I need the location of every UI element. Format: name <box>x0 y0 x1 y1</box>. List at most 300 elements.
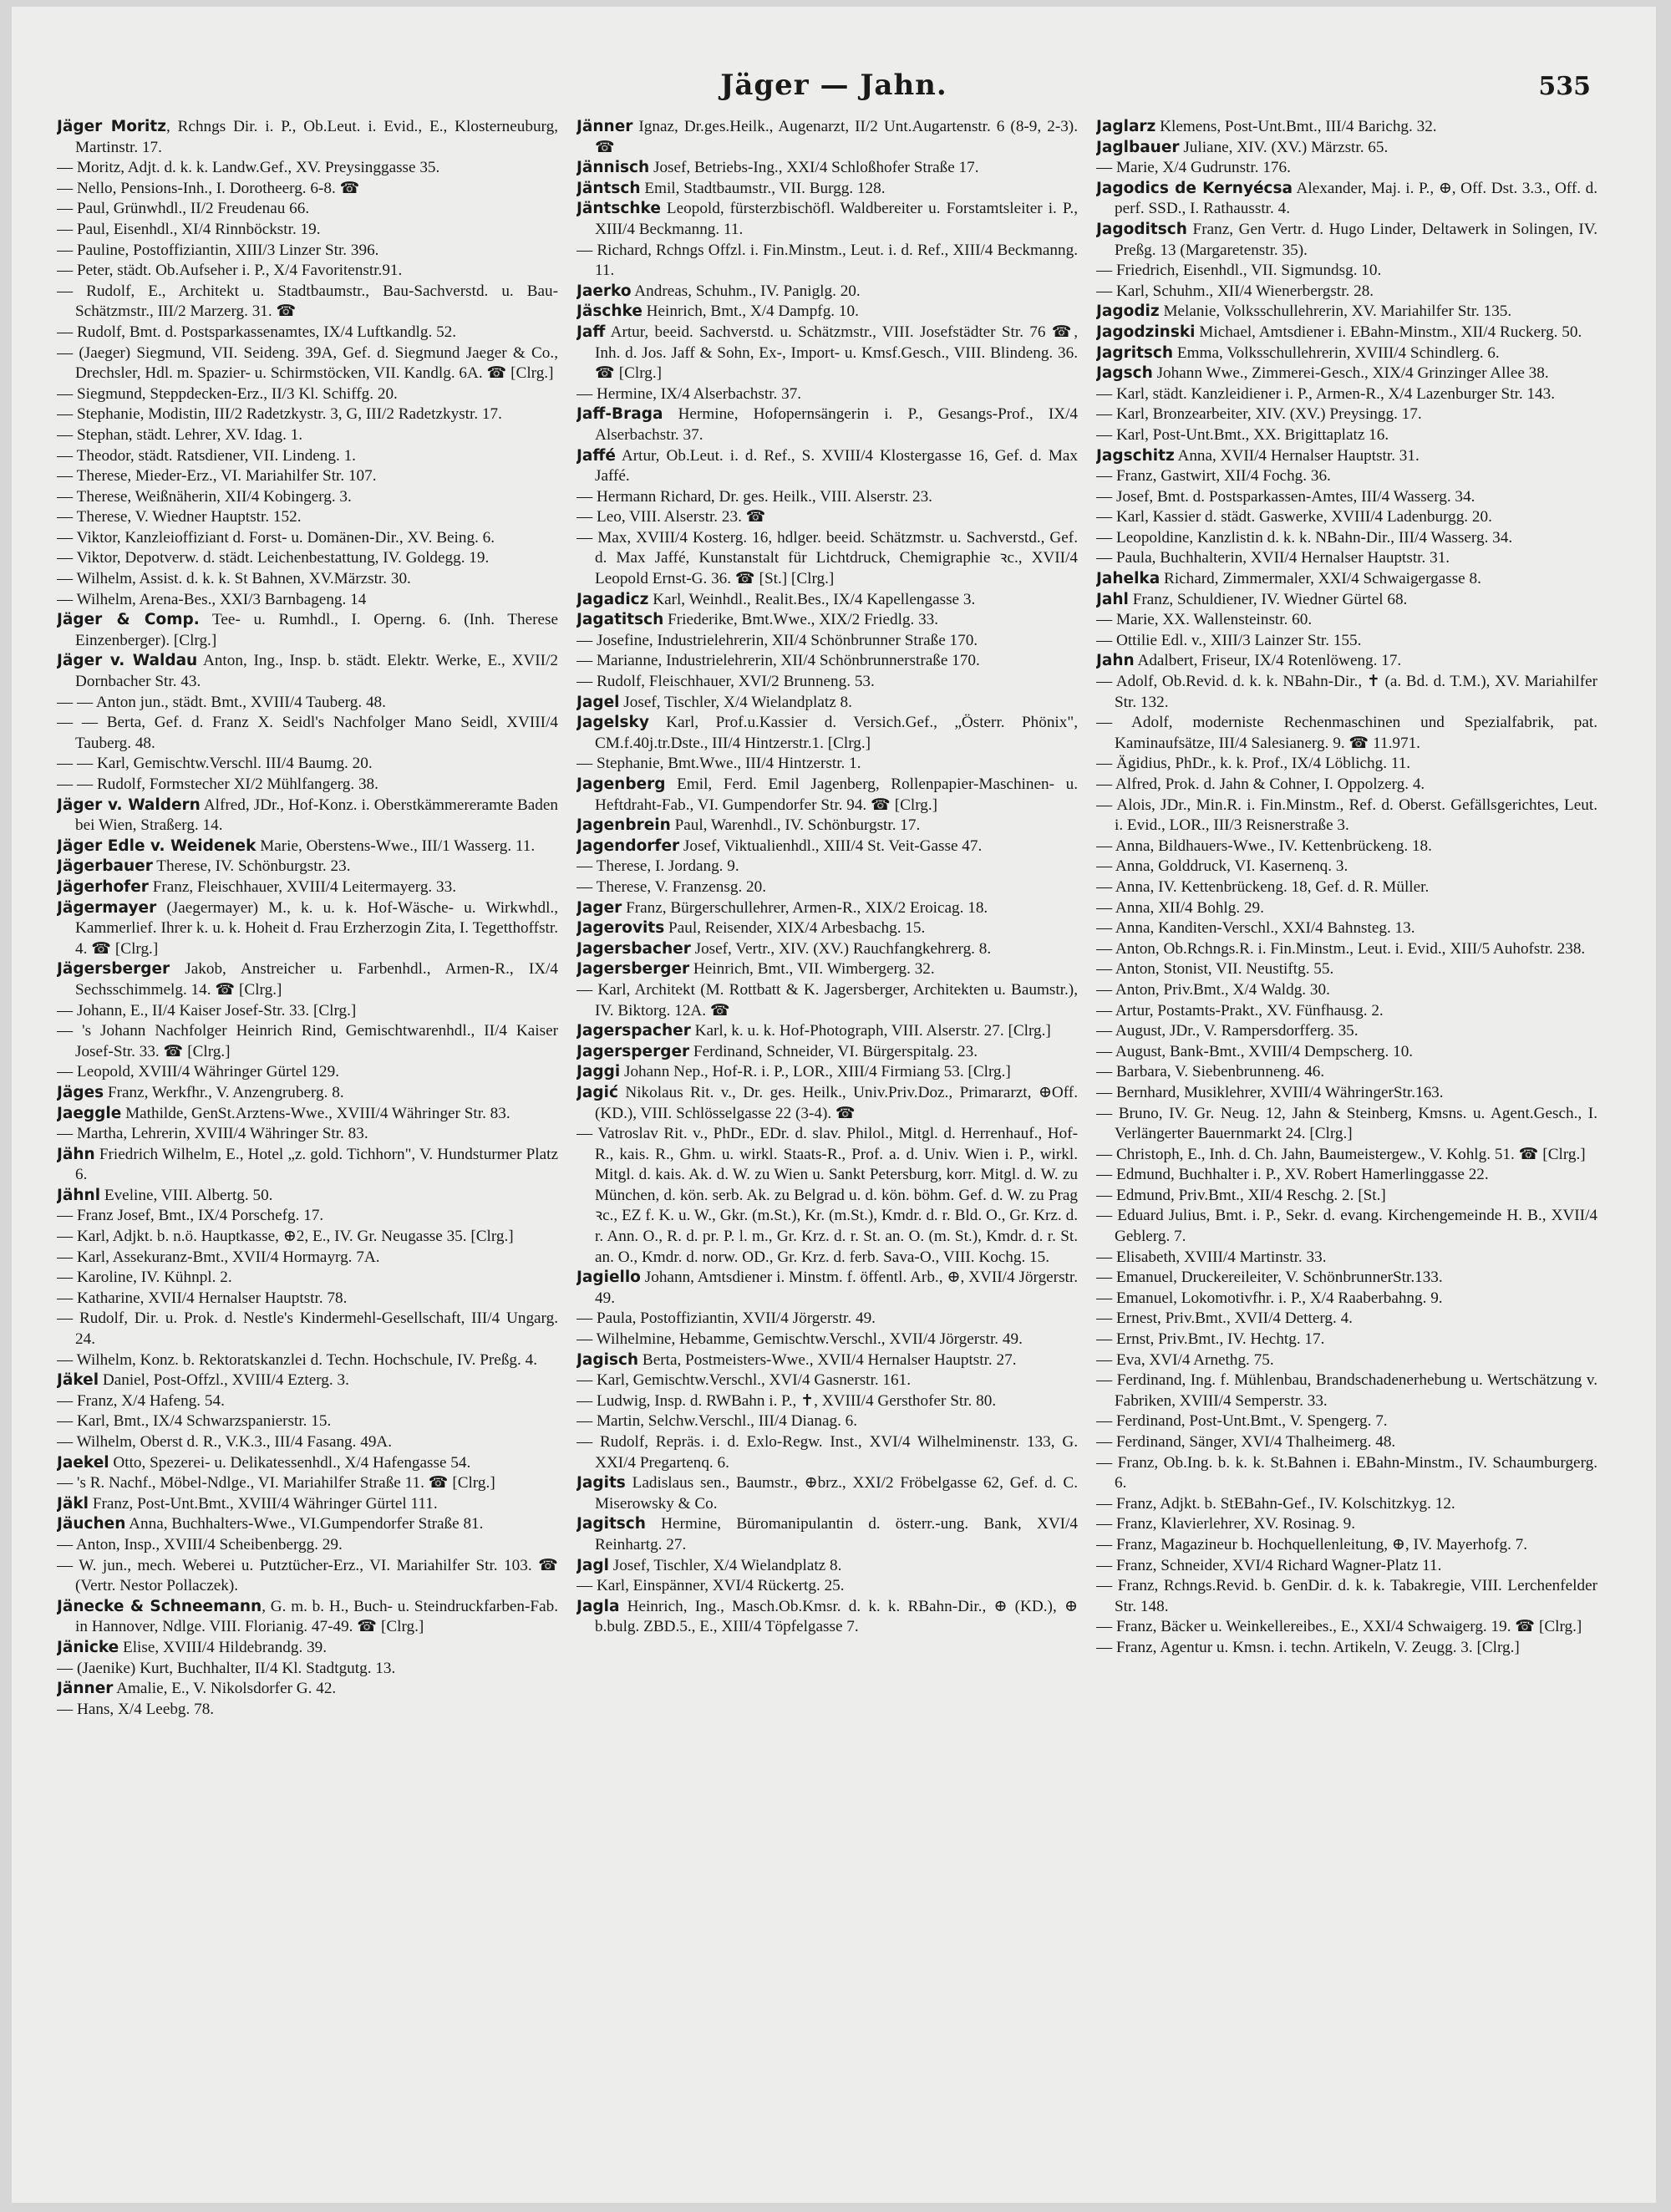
directory-page <box>12 7 1656 2203</box>
directory-entry <box>576 857 1078 877</box>
entry-text: Adalbert, Friseur, IX/4 Rotenlöweng. 17. <box>1134 652 1402 670</box>
entry-text: — Alfred, Prok. d. Jahn & Cohner, I. Oppolzerg. 4. <box>1096 775 1425 793</box>
page-header <box>12 69 1656 112</box>
entry-headword: Jagerspacher <box>576 1022 691 1040</box>
directory-entry <box>576 836 1078 857</box>
entry-headword: Jagl <box>576 1556 609 1574</box>
entry-headword: Jäges <box>57 1083 104 1101</box>
entry-text: Franz, Schuldiener, IV. Wiedner Gürtel 68. <box>1128 590 1408 608</box>
entry-text: — Karl, Assekuranz-Bmt., XVII/4 Hormayrg. 7A. <box>57 1248 380 1266</box>
directory-entry <box>57 261 558 282</box>
entry-headword: Jänicke <box>57 1638 119 1656</box>
directory-entry <box>57 775 558 796</box>
directory-entry <box>1096 918 1597 939</box>
entry-headword: Jaff <box>576 323 606 341</box>
directory-entry <box>1096 179 1597 220</box>
directory-entry <box>576 404 1078 445</box>
directory-entry <box>1096 898 1597 919</box>
entry-text: — Martin, Selchw.Verschl., III/4 Dianag. 6. <box>576 1412 858 1431</box>
entry-headword: Jagersperger <box>576 1042 690 1060</box>
directory-entry <box>1096 980 1597 1001</box>
entry-text: Elise, XVIII/4 Hildebrandg. 39. <box>119 1638 328 1656</box>
entry-text: — Karl, Kassier d. städt. Gaswerke, XVIII/4 Ladenburgg. 20. <box>1096 508 1492 526</box>
directory-entry <box>57 1206 558 1227</box>
entry-headword: Jagodzinski <box>1096 323 1196 341</box>
entry-text: Friederike, Bmt.Wwe., XIX/2 Friedlg. 33. <box>663 611 939 629</box>
entry-headword: Jähn <box>57 1145 95 1163</box>
entry-text: — Leopoldine, Kanzlistin d. k. k. NBahn-Dir., III/4 Wasserg. 34. <box>1096 528 1513 547</box>
entry-headword: Jagel <box>576 693 620 711</box>
entry-text: Juliane, XIV. (XV.) Märzstr. 65. <box>1179 138 1389 156</box>
directory-entry <box>576 507 1078 528</box>
entry-text: — Stephan, städt. Lehrer, XV. Idag. 1. <box>57 425 303 444</box>
entry-headword: Jaglarz <box>1096 118 1156 135</box>
directory-entry <box>576 1556 1078 1577</box>
entry-text: — Martha, Lehrerin, XVIII/4 Währinger Str. 83. <box>57 1125 368 1143</box>
directory-entry <box>576 199 1078 240</box>
entry-text: — Adolf, Ob.Revid. d. k. k. NBahn-Dir., ✝ (a. Bd. d. T.M.), XV. Mariahilfer Str. 132. <box>1096 673 1597 711</box>
entry-headword: Jäntschke <box>576 200 661 218</box>
directory-entry <box>57 1453 558 1474</box>
directory-entry <box>1096 261 1597 282</box>
directory-entry <box>576 1514 1078 1555</box>
entry-text: — Marie, X/4 Gudrunstr. 176. <box>1096 159 1291 177</box>
directory-entry <box>1096 158 1597 179</box>
entry-text: — Karl, Bronzearbeiter, XIV. (XV.) Preysingg. 17. <box>1096 405 1422 424</box>
directory-entry <box>1096 446 1597 467</box>
entry-text: Anton, Ing., Insp. b. städt. Elektr. Werke, E., XVII/2 Dornbacher Str. 43. <box>75 652 558 691</box>
directory-entry <box>1096 1350 1597 1371</box>
entry-text: — Alois, JDr., Min.R. i. Fin.Minstm., Ref. d. Oberst. Gefällsgerichtes, Leut. i. Evid., LOR., III/3 Reisnerstraße 3. <box>1096 796 1597 835</box>
directory-entry <box>57 1411 558 1432</box>
directory-entry <box>576 1370 1078 1391</box>
entry-text: Amalie, E., V. Nikolsdorfer G. 42. <box>113 1680 337 1698</box>
entry-text: (Jaegermayer) M., k. u. k. Hof-Wäsche- u. Wirkwhdl., Kammerlief. Ihrer k. u. k. Hoheit d. Frau Erzherzogin Zita, I. Tegetthoffstr. 4. ☎ [Clrg.] <box>75 898 558 958</box>
directory-entry <box>1096 1001 1597 1022</box>
directory-entry <box>576 323 1078 384</box>
entry-text: — Eva, XVI/4 Arnethg. 75. <box>1096 1350 1274 1369</box>
entry-text: — Leopold, XVIII/4 Währinger Gürtel 129. <box>57 1063 340 1081</box>
directory-entry <box>57 1124 558 1145</box>
entry-text: — Nello, Pensions-Inh., I. Dorotheerg. 6-8. ☎ <box>57 179 360 197</box>
entry-text: — 's Johann Nachfolger Heinrich Rind, Gemischtwarenhdl., II/4 Kaiser Josef-Str. 33. ☎ [Clrg.] <box>57 1022 558 1060</box>
directory-entry <box>57 836 558 857</box>
entry-text: Melanie, Volksschullehrerin, XV. Mariahilfer Str. 135. <box>1159 303 1512 321</box>
directory-entry <box>576 610 1078 631</box>
directory-entry <box>1096 1556 1597 1577</box>
directory-entry <box>1096 1289 1597 1309</box>
entry-text: Therese, IV. Schönburgstr. 23. <box>152 857 351 876</box>
directory-entry <box>1096 1104 1597 1145</box>
directory-entry <box>57 282 558 323</box>
entry-text: — Paul, Eisenhdl., XI/4 Rinnböckstr. 19. <box>57 220 321 238</box>
entry-text: Andreas, Schuhm., IV. Paniglg. 20. <box>631 282 861 300</box>
entry-text: — Ludwig, Insp. d. RWBahn i. P., ✝, XVIII/4 Gersthofer Str. 80. <box>576 1391 997 1410</box>
entry-text: — Anna, XII/4 Bohlg. 29. <box>1096 898 1264 917</box>
entry-text: — Franz Josef, Bmt., IX/4 Porschefg. 17. <box>57 1207 324 1225</box>
directory-entry <box>57 1248 558 1269</box>
entry-text: — Barbara, V. Siebenbrunneng. 46. <box>1096 1063 1325 1081</box>
directory-entry <box>1096 1576 1597 1617</box>
directory-entry <box>57 569 558 590</box>
entry-text: — — Anton jun., städt. Bmt., XVIII/4 Tauberg. 48. <box>57 693 386 711</box>
entry-headword: Jähnl <box>57 1186 101 1204</box>
entry-text: — Viktor, Depotverw. d. städt. Leichenbestattung, IV. Goldegg. 19. <box>57 549 490 567</box>
directory-entry <box>57 548 558 569</box>
directory-entry <box>57 1597 558 1638</box>
directory-entry <box>576 877 1078 898</box>
entry-text: Emma, Volksschullehrerin, XVIII/4 Schindlerg. 6. <box>1173 343 1500 362</box>
entry-text: — Franz, Klavierlehrer, XV. Rosinag. 9. <box>1096 1515 1356 1533</box>
directory-entry <box>576 1391 1078 1412</box>
directory-entry <box>576 528 1078 590</box>
directory-entry <box>57 1514 558 1535</box>
entry-text: — Therese, V. Wiedner Hauptstr. 152. <box>57 508 302 526</box>
directory-entry <box>57 857 558 877</box>
entry-headword: Jager <box>576 898 622 917</box>
entry-text: — Karl, Bmt., IX/4 Schwarzspanierstr. 15. <box>57 1412 332 1431</box>
entry-text: — Friedrich, Eisenhdl., VII. Sigmundsg. 10. <box>1096 262 1382 280</box>
entry-text: — Peter, städt. Ob.Aufseher i. P., X/4 Favoritenstr.91. <box>57 262 403 280</box>
entry-text: — Paul, Grünwhdl., II/2 Freudenau 66. <box>57 200 310 218</box>
entry-text: — Karl, Gemischtw.Verschl., XVI/4 Gasnerstr. 161. <box>576 1371 912 1390</box>
directory-entry <box>576 1083 1078 1124</box>
entry-text: — Moritz, Adjt. d. k. k. Landw.Gef., XV. Preysinggasse 35. <box>57 159 440 177</box>
entry-text: — Ferdinand, Ing. f. Mühlenbau, Brandschadenerhebung u. Wertschätzung v. Fabriken, XVIII/4 Semperstr. 33. <box>1096 1371 1597 1410</box>
entry-text: Johann Nep., Hof-R. i. P., LOR., XIII/4 Firmiang 53. [Clrg.] <box>620 1063 1011 1081</box>
entry-text: Josef, Tischler, X/4 Wielandplatz 8. <box>608 1556 842 1574</box>
entry-text: — 's R. Nachf., Möbel-Ndlge., VI. Mariahilfer Straße 11. ☎ [Clrg.] <box>57 1474 495 1492</box>
directory-entry <box>57 323 558 343</box>
entry-text: — Therese, Weißnäherin, XII/4 Kobingerg. 3. <box>57 487 352 506</box>
directory-entry <box>1096 590 1597 611</box>
entry-text: — Christoph, E., Inh. d. Ch. Jahn, Baumeistergew., V. Kohlg. 51. ☎ [Clrg.] <box>1096 1145 1586 1163</box>
entry-text: — Ferdinand, Post-Unt.Bmt., V. Spengerg. 7. <box>1096 1412 1388 1431</box>
directory-entry <box>57 446 558 467</box>
entry-headword: Jagitsch <box>576 1515 646 1533</box>
directory-entry <box>1096 1330 1597 1350</box>
directory-entry <box>1096 1535 1597 1556</box>
directory-entry <box>57 1391 558 1412</box>
entry-text: Johann Wwe., Zimmerei-Gesch., XIX/4 Grinzinger Allee 38. <box>1152 364 1549 383</box>
entry-headword: Jagits <box>576 1474 626 1492</box>
entry-text: Franz, Post-Unt.Bmt., XVIII/4 Währinger Gürtel 111. <box>89 1494 438 1513</box>
directory-entry <box>1096 1432 1597 1453</box>
directory-entry <box>57 959 558 1000</box>
directory-entry <box>576 1124 1078 1268</box>
directory-entry <box>1096 877 1597 898</box>
directory-entry <box>57 1186 558 1207</box>
entry-headword: Jaerko <box>576 282 632 300</box>
entry-text: Franz, Werkfhr., V. Anzengruberg. 8. <box>104 1083 344 1101</box>
entry-text: — Rudolf, Dir. u. Prok. d. Nestle's Kindermehl-Gesellschaft, III/4 Ungarg. 24. <box>57 1309 558 1349</box>
directory-entry <box>576 241 1078 282</box>
directory-entry <box>576 1473 1078 1514</box>
entry-headword: Jagadicz <box>576 590 649 608</box>
entry-text: — Ottilie Edl. v., XIII/3 Lainzer Str. 155. <box>1096 631 1362 649</box>
directory-entry <box>1096 117 1597 138</box>
entry-text: — Eduard Julius, Bmt. i. P., Sekr. d. evang. Kirchengemeinde H. B., XVII/4 Geblerg. 7. <box>1096 1207 1597 1246</box>
directory-entry <box>576 939 1078 960</box>
directory-entry <box>1096 836 1597 857</box>
directory-entry <box>576 775 1078 816</box>
directory-entry <box>1096 796 1597 836</box>
entry-text: — Wilhelm, Oberst d. R., V.K.3., III/4 Fasang. 49A. <box>57 1433 393 1451</box>
entry-text: — Therese, Mieder-Erz., VI. Mariahilfer Str. 107. <box>57 467 377 486</box>
entry-headword: Jahl <box>1096 590 1129 608</box>
entry-text: Heinrich, Bmt., VII. Wimbergerg. 32. <box>689 960 935 979</box>
entry-text: — Anton, Ob.Rchngs.R. i. Fin.Minstm., Leut. i. Evid., XIII/5 Auhofstr. 238. <box>1096 939 1586 958</box>
directory-entry <box>1096 528 1597 549</box>
entry-text: — (Jaeger) Siegmund, VII. Seideng. 39A, Gef. d. Siegmund Jaeger & Co., Drechsler, Hdl. m. Spazier- u. Schirmstöcken, VII. Kandlg. 6A. ☎ [Clrg.] <box>57 343 558 383</box>
directory-entry <box>57 1289 558 1309</box>
entry-text: — Rudolf, Repräs. i. d. Exlo-Regw. Inst., XVI/4 Wilhelminenstr. 133, G. XXI/4 Pregartenq. 6. <box>576 1433 1078 1472</box>
directory-entry <box>1096 569 1597 590</box>
directory-entry <box>1096 1206 1597 1247</box>
entry-text: — Karl, Adjkt. b. n.ö. Hauptkasse, ⊕2, E., IV. Gr. Neugasse 35. [Clrg.] <box>57 1228 514 1246</box>
entry-text: — Anton, Insp., XVIII/4 Scheibenbergg. 29. <box>57 1535 343 1553</box>
directory-entry <box>57 590 558 611</box>
entry-text: — Anna, Kanditen-Verschl., XXI/4 Bahnsteg. 13. <box>1096 919 1415 938</box>
entry-text: — Hermine, IX/4 Alserbachstr. 37. <box>576 384 802 403</box>
entry-headword: Jäkl <box>57 1494 89 1513</box>
entry-text: — Hans, X/4 Leebg. 78. <box>57 1700 215 1718</box>
entry-text: , Rchngs Dir. i. P., Ob.Leut. i. Evid., E., Klosterneuburg, Martinstr. 17. <box>75 118 558 156</box>
directory-entry <box>57 1679 558 1700</box>
directory-entry <box>1096 651 1597 672</box>
directory-entry <box>1096 672 1597 713</box>
entry-text: Ladislaus sen., Baumstr., ⊕brz., XXI/2 Fröbelgasse 62, Gef. d. C. Miserowsky & Co. <box>595 1474 1078 1513</box>
entry-text: — Ägidius, PhDr., k. k. Prof., IX/4 Löblichg. 11. <box>1096 755 1411 773</box>
entry-text: — Elisabeth, XVIII/4 Martinstr. 33. <box>1096 1248 1327 1266</box>
entry-headword: Jaffé <box>576 446 616 465</box>
directory-entry <box>1096 610 1597 631</box>
entry-headword: Jaglbauer <box>1096 138 1180 156</box>
directory-entry <box>57 1227 558 1248</box>
directory-entry <box>576 980 1078 1021</box>
directory-entry <box>576 1597 1078 1638</box>
entry-text: — Franz, Schneider, XVI/4 Richard Wagner-Platz 11. <box>1096 1556 1442 1574</box>
directory-entry <box>57 1370 558 1391</box>
entry-text: Anna, Buchhalters-Wwe., VI.Gumpendorfer Straße 81. <box>125 1515 484 1533</box>
directory-entry <box>57 1145 558 1186</box>
directory-entry <box>1096 1145 1597 1166</box>
entry-text: — Paula, Postoffiziantin, XVII/4 Jörgerstr. 49. <box>576 1309 876 1328</box>
entry-text: — Hermann Richard, Dr. ges. Heilk., VIII. Alserstr. 23. <box>576 487 932 506</box>
entry-text: — August, Bank-Bmt., XVIII/4 Dempscherg. 10. <box>1096 1042 1414 1060</box>
directory-entry <box>1096 1083 1597 1104</box>
directory-entry <box>57 796 558 836</box>
entry-text: — Max, XVIII/4 Kosterg. 16, hdlger. beeid. Schätzmstr. u. Sachverstd., Gef. d. Max Jaffé, Kunstanstalt für Lichtdruck, Chemigraphie ꝛc., XVII/4 Leopold Ernst-G. 36. ☎ [St.] [Clrg.] <box>576 528 1078 588</box>
entry-text: — Paula, Buchhalterin, XVII/4 Hernalser Hauptstr. 31. <box>1096 549 1450 567</box>
entry-headword: Jäkel <box>57 1371 99 1390</box>
entry-text: Klemens, Post-Unt.Bmt., III/4 Barichg. 32. <box>1155 118 1437 135</box>
directory-entry <box>1096 425 1597 446</box>
entry-headword: Jagić <box>576 1083 618 1101</box>
directory-entry <box>1096 1514 1597 1535</box>
entry-text: Artur, Ob.Leut. i. d. Ref., S. XVIII/4 Klostergasse 16, Gef. d. Max Jaffé. <box>595 446 1078 486</box>
entry-text: — Ferdinand, Sänger, XVI/4 Thalheimerg. 48. <box>1096 1433 1396 1451</box>
directory-entry <box>57 199 558 220</box>
directory-entry <box>576 1062 1078 1083</box>
entry-text: Friedrich Wilhelm, E., Hotel „z. gold. Tichhorn", V. Hundsturmer Platz 6. <box>75 1145 558 1184</box>
entry-headword: Jagerovits <box>576 919 665 938</box>
directory-entry <box>57 610 558 651</box>
entry-text: — Ernest, Priv.Bmt., XVII/4 Detterg. 4. <box>1096 1309 1353 1328</box>
directory-entry <box>1096 1062 1597 1083</box>
directory-entry <box>576 898 1078 919</box>
directory-entry <box>576 754 1078 775</box>
entry-text: Berta, Postmeisters-Wwe., XVII/4 Hernalser Hauptstr. 27. <box>638 1350 1017 1369</box>
directory-entry <box>57 241 558 262</box>
entry-text: — Franz, Gastwirt, XII/4 Fochg. 36. <box>1096 467 1331 486</box>
directory-entry <box>57 466 558 487</box>
entry-text: Anna, XVII/4 Hernalser Hauptstr. 31. <box>1174 446 1420 465</box>
directory-entry <box>1096 1186 1597 1207</box>
entry-text: — Marie, XX. Wallensteinstr. 60. <box>1096 611 1313 629</box>
directory-entry <box>1096 323 1597 343</box>
entry-text: — Theodor, städt. Ratsdiener, VII. Lindeng. 1. <box>57 446 356 465</box>
directory-entry <box>57 1432 558 1453</box>
entry-headword: Jagisch <box>576 1350 639 1369</box>
entry-text: Heinrich, Bmt., X/4 Dampfg. 10. <box>642 303 859 321</box>
entry-headword: Jaekel <box>57 1453 109 1472</box>
entry-text: — Franz, X/4 Hafeng. 54. <box>57 1391 225 1410</box>
entry-text: — Karl, Architekt (M. Rottbatt & K. Jagersberger, Architekten u. Baumstr.), IV. Biktorg. 12A. ☎ <box>576 980 1078 1020</box>
directory-entry <box>1096 1453 1597 1494</box>
entry-text: Emil, Stadtbaumstr., VII. Burgg. 128. <box>640 179 886 197</box>
entry-text: — (Jaenike) Kurt, Buchhalter, II/4 Kl. Stadtgutg. 13. <box>57 1659 396 1677</box>
entry-text: — Karl, städt. Kanzleidiener i. P., Armen-R., X/4 Lazenburger Str. 143. <box>1096 384 1556 403</box>
entry-headword: Jaff-Braga <box>576 405 663 424</box>
directory-entry <box>576 816 1078 836</box>
directory-entry <box>1096 939 1597 960</box>
entry-headword: Jagodiz <box>1096 303 1160 321</box>
directory-entry <box>1096 384 1597 405</box>
entry-text: — Edmund, Buchhalter i. P., XV. Robert Hamerlinggasse 22. <box>1096 1166 1489 1184</box>
directory-entry <box>576 672 1078 693</box>
directory-entry <box>1096 302 1597 323</box>
entry-text: — Karoline, IV. Kühnpl. 2. <box>57 1269 232 1287</box>
entry-text: — Wilhelm, Assist. d. k. k. St Bahnen, XV.Märzstr. 30. <box>57 570 411 588</box>
directory-entry <box>576 631 1078 652</box>
entry-headword: Jagersberger <box>576 960 690 979</box>
directory-entry <box>576 1411 1078 1432</box>
entry-text: — Franz, Rchngs.Revid. b. GenDir. d. k. k. Tabakregie, VIII. Lerchenfelder Str. 148. <box>1096 1577 1597 1615</box>
entry-headword: Jäger Moritz <box>57 118 166 135</box>
entry-text: — Adolf, moderniste Rechenmaschinen und Spezialfabrik, pat. Kaminaufsätze, III/4 Salesianerg. 9. ☎ 11.971. <box>1096 714 1597 752</box>
directory-entry <box>576 1042 1078 1063</box>
column-1 <box>57 117 558 2181</box>
directory-entry <box>1096 1638 1597 1659</box>
entry-text: — Bruno, IV. Gr. Neug. 12, Jahn & Steinberg, Kmsns. u. Agent.Gesch., I. Verlängerter Bauernmarkt 24. [Clrg.] <box>1096 1104 1597 1143</box>
directory-entry <box>1096 1042 1597 1063</box>
entry-text: Franz, Fleischhauer, XVIII/4 Leitermayerg. 33. <box>148 877 457 896</box>
directory-entry <box>57 1104 558 1125</box>
entry-headword: Jagenbrein <box>576 816 671 835</box>
directory-entry <box>57 1001 558 1022</box>
directory-entry <box>1096 466 1597 487</box>
directory-entry <box>57 713 558 754</box>
directory-entry <box>57 651 558 692</box>
entry-headword: Jagendorfer <box>576 836 680 855</box>
directory-entry <box>1096 343 1597 364</box>
entry-text: Josef, Betriebs-Ing., XXI/4 Schloßhofer Straße 17. <box>649 159 979 177</box>
entry-text: Alfred, JDr., Hof-Konz. i. Oberstkämmereramte Baden bei Wien, Straßerg. 14. <box>75 796 558 835</box>
entry-text: — Franz, Agentur u. Kmsn. i. techn. Artikeln, V. Zeugg. 3. [Clrg.] <box>1096 1638 1520 1656</box>
entry-text: — Emanuel, Druckereileiter, V. SchönbrunnerStr.133. <box>1096 1269 1443 1287</box>
directory-entry <box>1096 364 1597 384</box>
entry-text: — Stephanie, Bmt.Wwe., III/4 Hintzerstr. 1. <box>576 755 861 773</box>
entry-text: — W. jun., mech. Weberei u. Putztücher-Erz., VI. Mariahilfer Str. 103. ☎ (Vertr. Nestor Pollaczek). <box>57 1556 558 1595</box>
entry-text: — — Karl, Gemischtw.Verschl. III/4 Baumg. 20. <box>57 755 373 773</box>
directory-entry <box>57 754 558 775</box>
directory-entry <box>1096 754 1597 775</box>
directory-entry <box>57 693 558 714</box>
entry-text: — Franz, Bäcker u. Weinkellereibes., E., XXI/4 Schwaigerg. 19. ☎ [Clrg.] <box>1096 1618 1582 1636</box>
entry-headword: Jägersberger <box>57 960 170 979</box>
directory-entry <box>576 693 1078 714</box>
directory-entry <box>57 404 558 425</box>
entry-headword: Jagritsch <box>1096 343 1174 362</box>
directory-entry <box>576 1268 1078 1309</box>
entry-headword: Jagla <box>576 1597 620 1615</box>
directory-entry <box>1096 220 1597 261</box>
directory-entry <box>576 302 1078 323</box>
directory-entry <box>1096 1021 1597 1042</box>
directory-entry <box>1096 507 1597 528</box>
directory-entry <box>576 918 1078 939</box>
directory-entry <box>1096 138 1597 159</box>
directory-entry <box>576 1021 1078 1042</box>
entry-text: Mathilde, GenSt.Arztens-Wwe., XVIII/4 Währinger Str. 83. <box>121 1104 510 1122</box>
entry-text: Franz, Gen Vertr. d. Hugo Linder, Deltawerk in Solingen, IV. Preßg. 13 (Margaretenstr. 35). <box>1115 220 1597 259</box>
entry-text: — Wilhelm, Konz. b. Rektoratskanzlei d. Techn. Hochschule, IV. Preßg. 4. <box>57 1350 537 1369</box>
directory-entry <box>576 1432 1078 1473</box>
directory-entry <box>576 590 1078 611</box>
entry-headword: Jagersbacher <box>576 939 691 958</box>
entry-text: — Pauline, Postoffiziantin, XIII/3 Linzer Str. 396. <box>57 241 379 259</box>
entry-headword: Jagiello <box>576 1269 641 1287</box>
entry-headword: Jägerbauer <box>57 857 153 876</box>
entry-text: — Marianne, Industrielehrerin, XII/4 Schönbrunnerstraße 170. <box>576 652 980 670</box>
directory-entry <box>1096 713 1597 754</box>
entry-text: — August, JDr., V. Rampersdorfferg. 35. <box>1096 1022 1359 1040</box>
entry-text: Alexander, Maj. i. P., ⊕, Off. Dst. 3.3., Off. d. perf. SSD., I. Rathausstr. 4. <box>1115 179 1597 218</box>
entry-text: — Stephanie, Modistin, III/2 Radetzkystr. 3, G, III/2 Radetzkystr. 17. <box>57 405 502 424</box>
entry-text: — Franz, Magazineur b. Hochquellenleitung, ⊕, IV. Mayerhofg. 7. <box>1096 1535 1528 1553</box>
directory-entry <box>57 220 558 241</box>
entry-headword: Jagatitsch <box>576 611 664 629</box>
directory-entry <box>576 651 1078 672</box>
entry-text: — — Berta, Gef. d. Franz X. Seidl's Nachfolger Mano Seidl, XVIII/4 Tauberg. 48. <box>57 714 558 752</box>
directory-entry <box>1096 1309 1597 1330</box>
entry-headword: Jäntsch <box>576 179 641 197</box>
entry-text: Daniel, Post-Offzl., XVIII/4 Ezterg. 3. <box>99 1371 349 1390</box>
entry-text: — Anna, IV. Kettenbrückeng. 18, Gef. d. R. Müller. <box>1096 877 1430 896</box>
running-title: Jäger — Jahn. <box>720 69 947 102</box>
directory-entry <box>1096 1248 1597 1269</box>
directory-entry <box>57 507 558 528</box>
directory-entry <box>57 1638 558 1659</box>
entry-text: — Viktor, Kanzleioffiziant d. Forst- u. Domänen-Dir., XV. Being. 6. <box>57 528 495 547</box>
directory-entry <box>57 877 558 898</box>
entry-headword: Jagsch <box>1096 364 1153 383</box>
column-3 <box>1096 117 1597 2181</box>
directory-entry <box>57 898 558 960</box>
directory-entry <box>1096 404 1597 425</box>
directory-entry <box>576 1350 1078 1371</box>
